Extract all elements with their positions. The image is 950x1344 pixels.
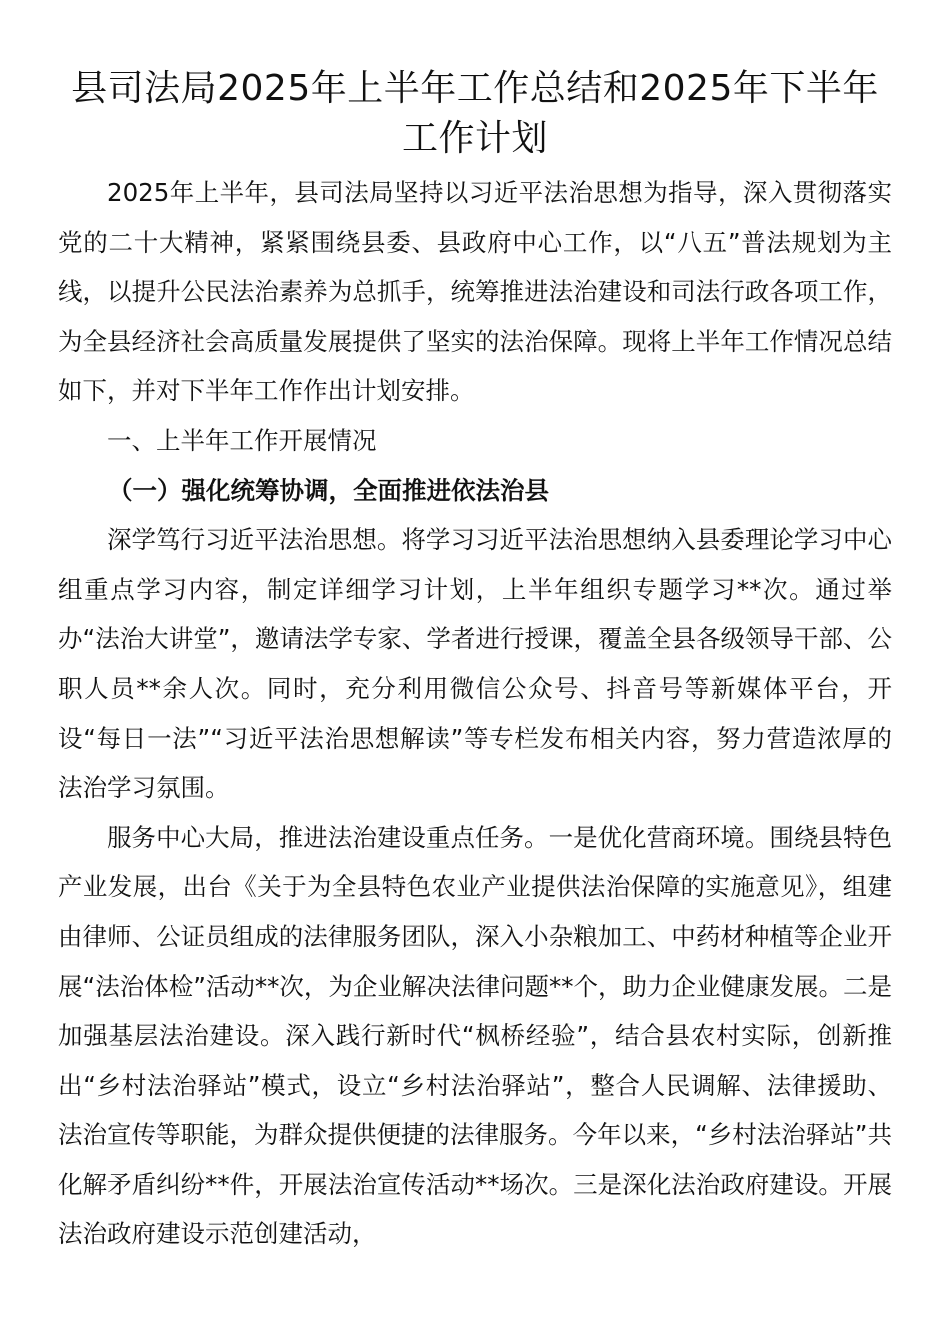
subsection-heading: （一）强化统筹协调，全面推进依法治县 (108, 475, 549, 505)
body-paragraph-1: 深学笃行习近平法治思想。将学习习近平法治思想纳入县委理论学习中心组重点学习内容，制定详细学习计划，上半年组织专题学习**次。通过举办“法治大讲堂”，邀请法学专家、学者进行授课，覆盖全县各级领导干部、公职人员**余人次。同时，充分利用微信公众号、抖音号等新媒体平台，开设“每日一法”“习近平法治思想解读”等专栏发布相关内容，努力营造浓厚的法治学习氛围。 (58, 525, 892, 803)
body-paragraph-2: 服务中心大局，推进法治建设重点任务。一是优化营商环境。围绕县特色产业发展，出台《关于为全县特色农业产业提供法治保障的实施意见》，组建由律师、公证员组成的法律服务团队，深入小杂粮加工、中药材种植等企业开展“法治体检”活动**次，为企业解决法律问题**个，助力企业健康发展。二是加强基层法治建设。深入践行新时代“枫桥经验”，结合县农村实际，创新推出“乡村法治驿站”模式，设立“乡村法治驿站”，整合人民调解、法律援助、法治宣传等职能，为群众提供便捷的法律服务。今年以来，“乡村法治驿站”共化解矛盾纠纷**件，开展法治宣传活动**场次。三是深化法治政府建设。开展法治政府建设示范创建活动， (58, 822, 892, 1249)
section-heading: 一、上半年工作开展情况 (107, 425, 377, 455)
intro-paragraph: 2025年上半年，县司法局坚持以习近平法治思想为指导，深入贯彻落实党的二十大精神，紧紧围绕县委、县政府中心工作，以“八五”普法规划为主线，以提升公民法治素养为总抓手，统筹推进法治建设和司法行政各项工作，为全县经济社会高质量发展提供了坚实的法治保障。现将上半年工作情况总结如下，并对下半年工作作出计划安排。 (58, 178, 892, 406)
document-title: 县司法局2025年上半年工作总结和2025年下半年工作计划 (71, 68, 879, 159)
document-page (58, 64, 892, 1259)
